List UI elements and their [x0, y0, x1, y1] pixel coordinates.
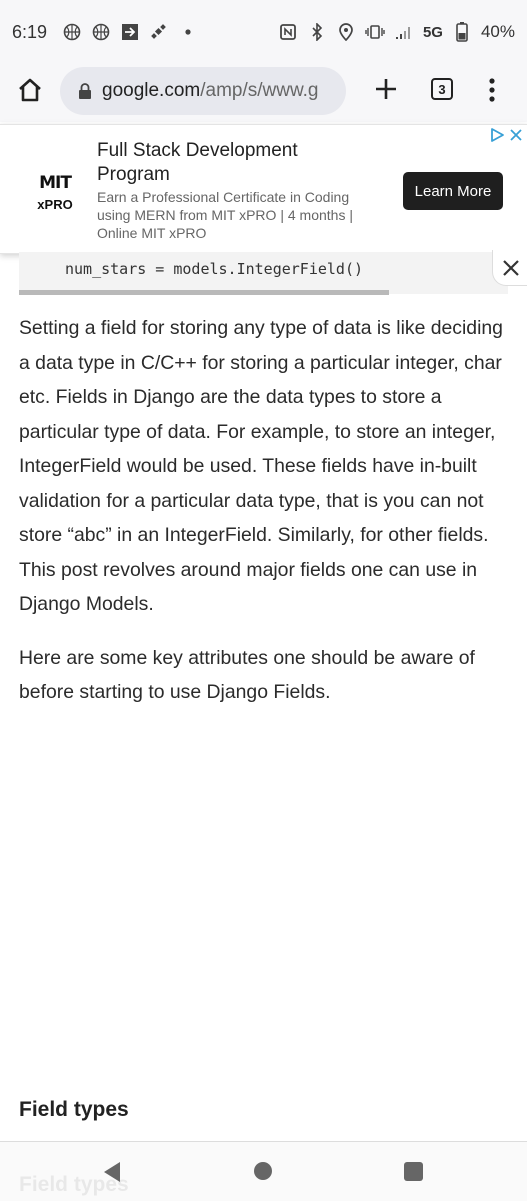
basketball-icon — [91, 22, 111, 42]
recents-icon[interactable] — [404, 1162, 423, 1181]
vibrate-icon — [365, 22, 385, 42]
close-ad-button[interactable] — [492, 250, 527, 286]
close-icon — [502, 259, 520, 277]
battery-percentage: 40% — [480, 22, 515, 41]
paragraph: Setting a field for storing any type of data is like deciding a data type in C/C++ for storing a particular integer, char etc. Fields in Django are the data types to store a particular type of data. For example, to store an integer, IntegerField would be used. These fields have in-built validation for a particular data type, that is you can not store “abc” in an IntegerField. Similarly, for other fields. This post revolves around major fields one can use in Django Models. — [19, 317, 503, 615]
status-bar — [0, 0, 527, 64]
network-type: 5G — [422, 23, 443, 41]
home-icon[interactable] — [16, 76, 44, 104]
paragraph: Here are some key attributes one should be aware of before starting to use Django Fields. — [19, 646, 475, 703]
browser-toolbar — [0, 64, 527, 122]
status-right — [278, 22, 515, 42]
url-path: /amp/s/www.g — [200, 80, 319, 101]
battery-icon — [452, 22, 472, 42]
arrow-box-icon — [120, 22, 140, 42]
ad-banner[interactable] — [0, 124, 527, 254]
section-heading: Field types — [19, 1098, 129, 1121]
adchoices-icon[interactable] — [489, 127, 505, 143]
status-left — [12, 22, 198, 43]
home-button-icon[interactable] — [254, 1162, 272, 1180]
dot-icon — [178, 22, 198, 42]
address-bar[interactable] — [60, 67, 346, 115]
lock-icon — [76, 82, 94, 100]
code-block — [19, 252, 508, 294]
overflow-menu-icon[interactable] — [486, 76, 498, 104]
ad-logo-sub: xPRO — [37, 197, 73, 212]
status-time: 6:19 — [12, 21, 48, 42]
basketball-icon — [62, 22, 82, 42]
url-text — [102, 80, 319, 102]
back-icon[interactable] — [102, 1161, 122, 1183]
learn-more-button[interactable]: Learn More — [403, 172, 503, 210]
nfc-icon — [278, 22, 298, 42]
satellite-icon — [149, 22, 169, 42]
code-scrollbar[interactable] — [19, 290, 389, 295]
article-body — [19, 311, 513, 710]
bluetooth-icon — [307, 22, 327, 42]
code-line: num_stars = models.IntegerField() — [65, 260, 364, 278]
ad-close-icon[interactable] — [508, 127, 524, 143]
ad-logo — [35, 173, 75, 212]
location-icon — [336, 22, 356, 42]
tab-switcher-button[interactable] — [431, 78, 453, 100]
signal-icon — [394, 22, 414, 42]
tab-count: 3 — [438, 81, 446, 97]
ad-logo-mark: MIT — [39, 173, 71, 193]
system-nav-bar — [0, 1141, 527, 1201]
ad-title[interactable]: Full Stack Development Program — [97, 140, 298, 185]
ad-description: Earn a Professional Certificate in Coding using MERN from MIT xPRO | 4 months | Online MIT xPRO — [97, 189, 353, 241]
url-host: google.com — [102, 80, 201, 101]
new-tab-icon[interactable] — [372, 75, 400, 103]
